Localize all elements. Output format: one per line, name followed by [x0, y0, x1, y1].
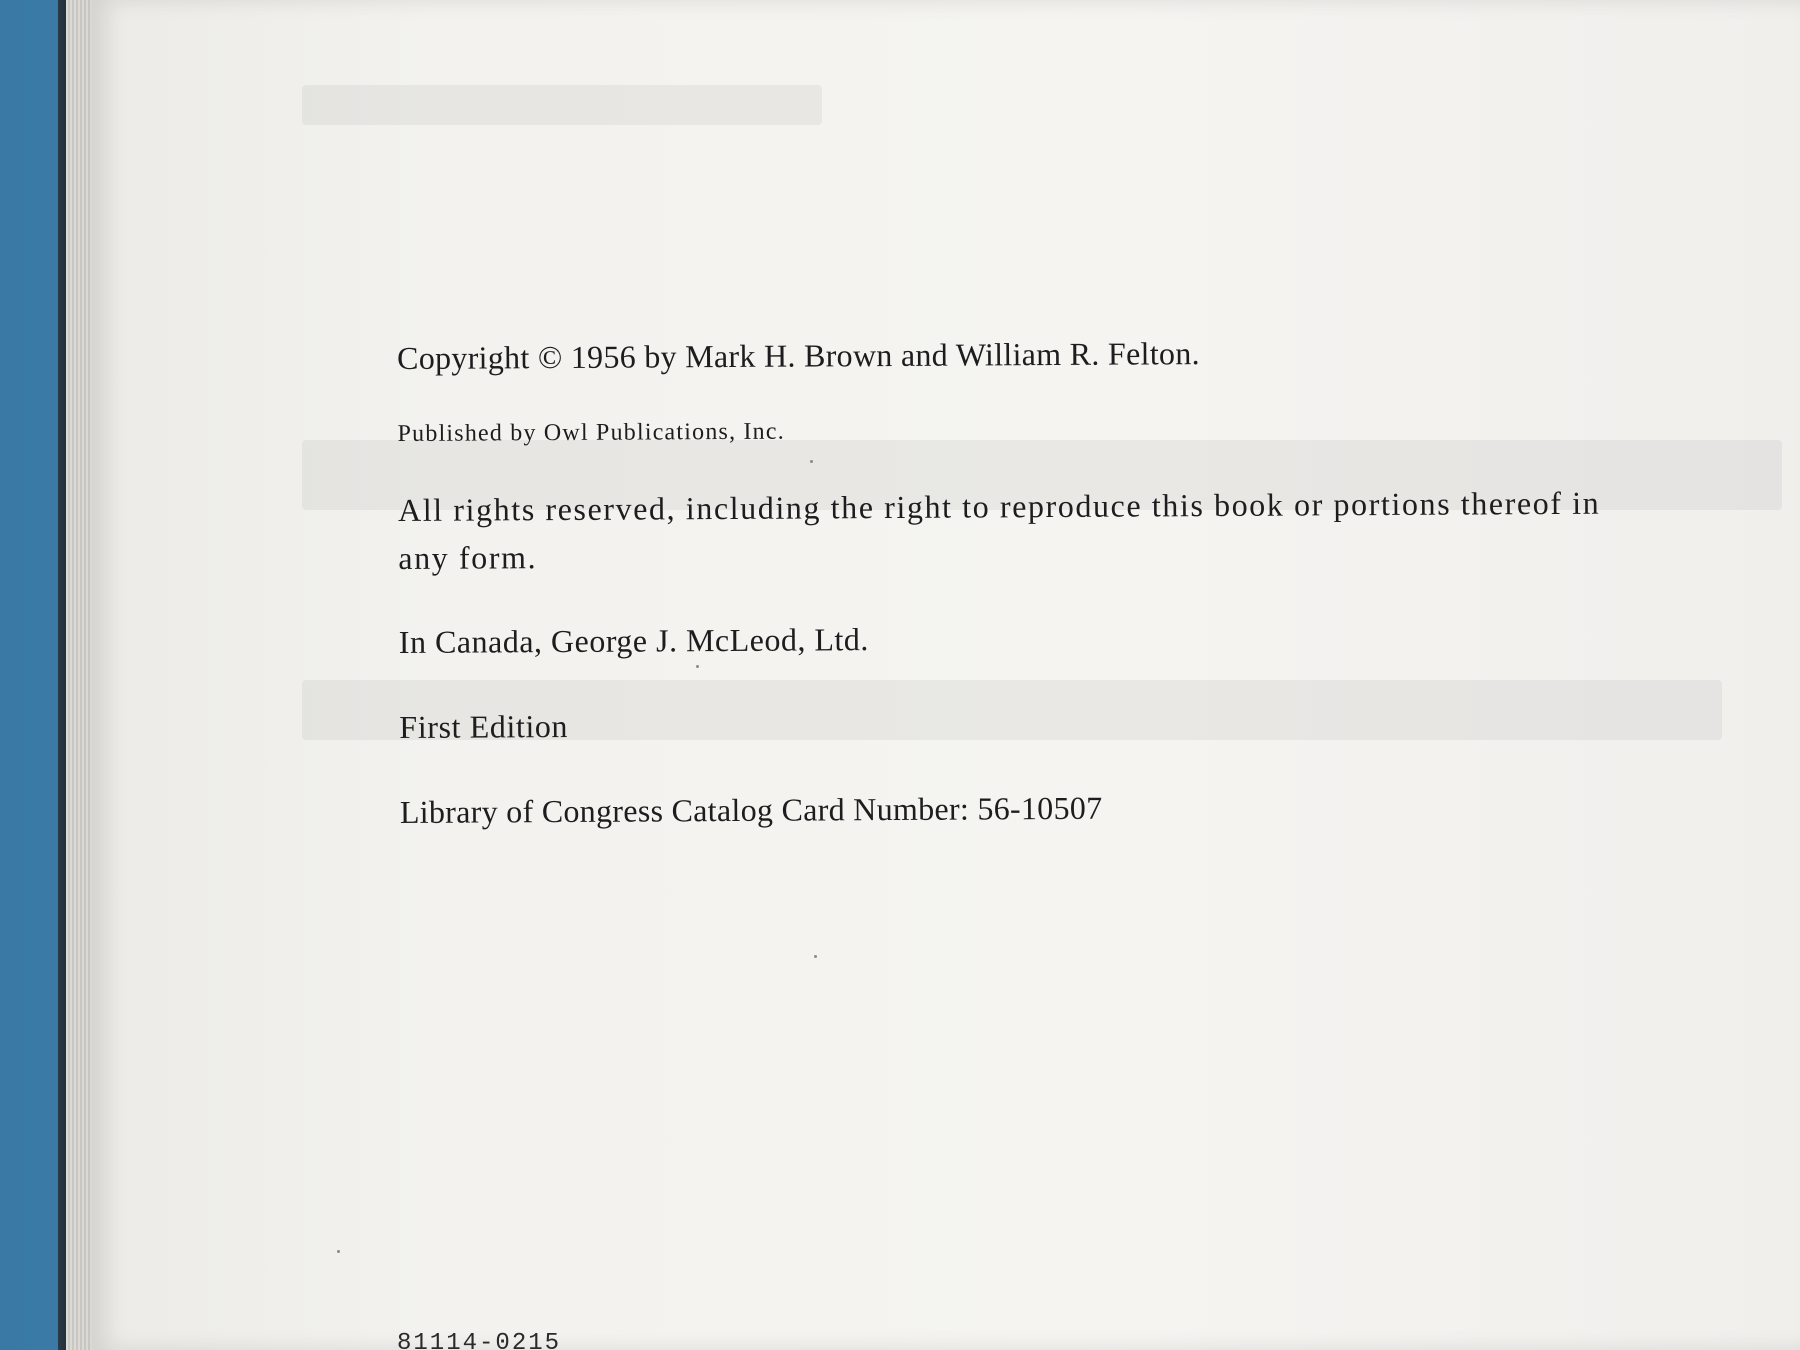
- rights-statement: All rights reserved, including the right to reproduce this book or portions thereof in any form.: [397, 484, 1601, 576]
- paper-speck: [337, 1250, 340, 1253]
- lccn-line: Library of Congress Catalog Card Number: 56-10507: [399, 789, 1103, 830]
- canada-distributor-line: In Canada, George J. McLeod, Ltd.: [398, 621, 869, 660]
- publisher-line: Published by Owl Publications, Inc.: [397, 418, 785, 447]
- copyright-line: Copyright © 1956 by Mark H. Brown and William R. Felton.: [397, 335, 1200, 376]
- bottom-code: 81114-0215: [397, 1330, 562, 1350]
- paper-speck: [696, 665, 699, 668]
- paper-speck: [810, 460, 813, 463]
- edition-line: First Edition: [399, 707, 569, 745]
- book-page: [92, 0, 1800, 1350]
- paper-speck: [814, 955, 817, 958]
- copyright-text-block: [397, 332, 1650, 831]
